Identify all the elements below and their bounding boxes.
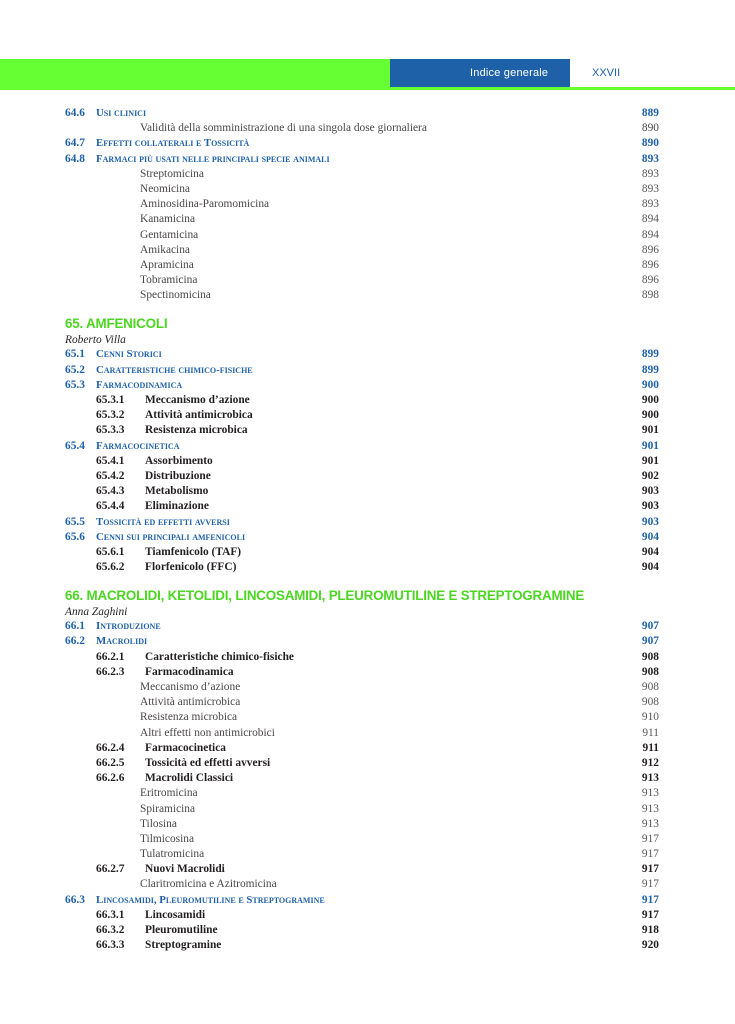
entry-title: Aminosidina-Paromomicina xyxy=(140,198,270,211)
entry-page-number: 893 xyxy=(641,167,659,180)
entry-page-number: 910 xyxy=(641,711,659,724)
entry-page-number: 903 xyxy=(641,515,659,528)
entry-number: 66.2.4 xyxy=(96,741,125,754)
toc-subsection-entry[interactable] xyxy=(65,650,659,665)
entry-page-number: 904 xyxy=(641,545,659,558)
toc-item-entry[interactable] xyxy=(65,212,659,227)
entry-page-number: 902 xyxy=(641,469,659,482)
entry-page-number: 894 xyxy=(641,213,659,226)
toc-item-entry[interactable] xyxy=(65,802,659,817)
chapter-title: 66. MACROLIDI, KETOLIDI, LINCOSAMIDI, PLEUROMUTILINE E STREPTOGRAMINE xyxy=(65,588,585,604)
entry-page-number: 911 xyxy=(642,741,659,754)
toc-subsection-entry[interactable] xyxy=(65,665,659,680)
entry-number: 66.2.7 xyxy=(96,863,125,876)
entry-title: Farmacodinamica xyxy=(145,665,234,678)
entry-number: 65.6.2 xyxy=(96,561,125,574)
entry-title: Amikacina xyxy=(140,243,190,256)
entry-number: 65.3.1 xyxy=(96,394,125,406)
entry-title: Usi clinici xyxy=(96,107,147,119)
toc-item-entry[interactable] xyxy=(65,786,659,801)
entry-page-number: 908 xyxy=(641,665,659,678)
toc-item-entry[interactable] xyxy=(65,847,659,862)
table-of-contents xyxy=(65,106,659,953)
entry-number: 64.8 xyxy=(65,152,85,165)
entry-title: Caratteristiche chimico-fisiche xyxy=(145,650,294,663)
entry-title: Tilosina xyxy=(140,817,177,830)
toc-item-entry[interactable] xyxy=(65,288,659,303)
entry-number: 65.4.4 xyxy=(96,500,125,513)
entry-title: Tilmicosina xyxy=(140,832,195,845)
entry-title: Kanamicina xyxy=(140,213,196,226)
toc-item-entry[interactable] xyxy=(65,710,659,725)
toc-subsection-entry[interactable] xyxy=(65,771,659,786)
header-title: Indice generale xyxy=(470,67,549,79)
entry-page-number: 899 xyxy=(641,363,659,376)
toc-item-entry[interactable] xyxy=(65,817,659,832)
entry-title: Metabolismo xyxy=(145,485,209,498)
entry-number: 66.2.3 xyxy=(96,665,125,678)
entry-page-number: 917 xyxy=(641,863,659,876)
entry-number: 65.4.1 xyxy=(96,454,125,467)
entry-number: 65.6 xyxy=(65,530,85,543)
entry-page-number: 917 xyxy=(641,908,659,921)
entry-page-number: 893 xyxy=(641,152,659,165)
entry-page-number: 917 xyxy=(641,832,659,845)
toc-subsection-entry[interactable] xyxy=(65,908,659,923)
entry-number: 66.3.2 xyxy=(96,924,125,936)
entry-title: Farmacocinetica xyxy=(145,741,226,754)
entry-page-number: 904 xyxy=(641,561,659,574)
toc-section-entry[interactable] xyxy=(65,439,659,454)
toc-subsection-entry[interactable] xyxy=(65,741,659,756)
entry-title: Lincosamidi xyxy=(145,908,206,921)
entry-title: Distribuzione xyxy=(145,469,211,482)
entry-number: 65.5 xyxy=(65,515,85,528)
entry-number: 64.6 xyxy=(65,107,85,119)
entry-title: Pleuromutiline xyxy=(145,924,218,936)
entry-number: 64.7 xyxy=(65,137,85,150)
toc-section-entry[interactable] xyxy=(65,530,659,545)
entry-page-number: 889 xyxy=(641,107,659,119)
running-header xyxy=(0,59,735,87)
toc-section-entry[interactable] xyxy=(65,378,659,393)
toc-item-entry[interactable] xyxy=(65,258,659,273)
entry-number: 66.2.5 xyxy=(96,756,125,769)
entry-page-number: 898 xyxy=(641,289,659,302)
entry-title: Spectinomicina xyxy=(140,289,211,302)
entry-number: 65.1 xyxy=(65,348,85,361)
entry-number: 65.6.1 xyxy=(96,545,125,558)
entry-number: 66.2 xyxy=(65,635,85,648)
entry-title: Farmacocinetica xyxy=(96,439,180,452)
chapter-title: 65. AMFENICOLI xyxy=(65,316,168,332)
toc-subsection-entry[interactable] xyxy=(65,862,659,877)
entry-page-number: 896 xyxy=(641,274,659,287)
entry-number: 66.3.3 xyxy=(96,939,125,952)
toc-subsection-entry[interactable] xyxy=(65,938,659,953)
toc-section-entry[interactable] xyxy=(65,152,659,167)
toc-item-entry[interactable] xyxy=(65,726,659,741)
header-page-number: XXVII xyxy=(592,67,621,79)
toc-item-entry[interactable] xyxy=(65,273,659,288)
entry-title: Cenni Storici xyxy=(96,348,162,361)
entry-title: Attività antimicrobica xyxy=(145,409,253,422)
toc-subsection-entry[interactable] xyxy=(65,484,659,499)
toc-subsection-entry[interactable] xyxy=(65,560,659,575)
entry-title: Resistenza microbica xyxy=(145,424,248,437)
toc-subsection-entry[interactable] xyxy=(65,923,659,938)
entry-title: Streptomicina xyxy=(140,167,204,180)
toc-subsection-entry[interactable] xyxy=(65,408,659,423)
entry-title: Eritromicina xyxy=(140,787,198,800)
toc-section-entry[interactable] xyxy=(65,136,659,151)
entry-page-number: 911 xyxy=(642,726,659,739)
entry-title: Tulatromicina xyxy=(140,848,205,861)
entry-title: Assorbimento xyxy=(145,454,213,467)
entry-page-number: 908 xyxy=(641,681,659,693)
entry-page-number: 903 xyxy=(641,485,659,498)
entry-page-number: 907 xyxy=(641,620,659,633)
toc-section-entry[interactable] xyxy=(65,515,659,530)
entry-number: 65.3 xyxy=(65,378,85,391)
entry-title: Tossicità ed effetti avversi xyxy=(145,756,271,769)
entry-title: Eliminazione xyxy=(145,500,209,513)
entry-page-number: 900 xyxy=(641,409,659,422)
entry-title: Introduzione xyxy=(96,620,161,633)
entry-page-number: 908 xyxy=(641,696,659,709)
entry-page-number: 913 xyxy=(641,817,659,830)
entry-number: 65.4.3 xyxy=(96,485,125,498)
entry-page-number: 907 xyxy=(641,635,659,648)
entry-number: 65.4.2 xyxy=(96,469,125,482)
entry-title: Resistenza microbica xyxy=(140,711,238,724)
entry-title: Farmacodinamica xyxy=(96,378,183,391)
toc-item-entry[interactable] xyxy=(65,182,659,197)
entry-page-number: 901 xyxy=(641,454,659,467)
entry-title: Meccanismo d’azione xyxy=(140,681,241,693)
entry-page-number: 901 xyxy=(641,439,659,452)
entry-title: Caratteristiche chimico-fisiche xyxy=(96,363,253,376)
entry-page-number: 890 xyxy=(641,137,659,150)
entry-title: Streptogramine xyxy=(145,939,222,952)
entry-number: 65.3.3 xyxy=(96,424,125,437)
entry-title: Lincosamidi, Pleuromutiline e Streptogramine xyxy=(96,893,325,906)
entry-title: Meccanismo d’azione xyxy=(145,394,250,406)
toc-item-entry[interactable] xyxy=(65,877,659,892)
entry-page-number: 918 xyxy=(641,924,659,936)
entry-page-number: 913 xyxy=(641,787,659,800)
entry-title: Nuovi Macrolidi xyxy=(145,863,225,876)
entry-title: Attività antimicrobica xyxy=(140,696,241,709)
entry-page-number: 896 xyxy=(641,258,659,271)
entry-page-number: 917 xyxy=(641,893,659,906)
entry-title: Altri effetti non antimicrobici xyxy=(140,726,275,739)
toc-subsection-entry[interactable] xyxy=(65,423,659,438)
header-rule xyxy=(0,87,735,90)
entry-number: 66.3.1 xyxy=(96,908,125,921)
toc-subsection-entry[interactable] xyxy=(65,756,659,771)
toc-section-entry[interactable] xyxy=(65,619,659,634)
chapter-author: Anna Zaghini xyxy=(65,606,128,619)
entry-page-number: 904 xyxy=(641,530,659,543)
toc-subsection-entry[interactable] xyxy=(65,454,659,469)
toc-subsection-entry[interactable] xyxy=(65,545,659,560)
chapter-author: Roberto Villa xyxy=(65,334,126,347)
entry-title: Neomicina xyxy=(140,182,190,195)
entry-title: Effetti collaterali e Tossicità xyxy=(96,137,250,150)
toc-section-entry[interactable] xyxy=(65,347,659,362)
toc-item-entry[interactable] xyxy=(65,680,659,695)
entry-title: Macrolidi Classici xyxy=(145,772,234,785)
toc-section-entry[interactable] xyxy=(65,893,659,908)
toc-item-entry[interactable] xyxy=(65,167,659,182)
entry-number: 66.1 xyxy=(65,620,85,633)
entry-number: 66.2.6 xyxy=(96,772,125,785)
entry-page-number: 917 xyxy=(641,878,659,891)
entry-number: 65.4 xyxy=(65,439,85,452)
toc-item-entry[interactable] xyxy=(65,228,659,243)
entry-title: Macrolidi xyxy=(96,635,148,648)
entry-title: Tobramicina xyxy=(140,274,198,287)
entry-page-number: 913 xyxy=(641,802,659,815)
entry-page-number: 903 xyxy=(641,500,659,513)
entry-title: Spiramicina xyxy=(140,802,196,815)
entry-page-number: 913 xyxy=(641,772,659,785)
entry-number: 66.2.1 xyxy=(96,650,125,663)
entry-page-number: 893 xyxy=(641,198,659,211)
toc-section-entry[interactable] xyxy=(65,634,659,649)
entry-title: Apramicina xyxy=(140,258,194,271)
entry-title: Florfenicolo (FFC) xyxy=(145,561,237,574)
toc-item-entry[interactable] xyxy=(65,197,659,212)
toc-item-entry[interactable] xyxy=(65,832,659,847)
toc-subsection-entry[interactable] xyxy=(65,469,659,484)
toc-subsection-entry[interactable] xyxy=(65,499,659,514)
toc-subsection-entry[interactable] xyxy=(65,393,659,408)
toc-section-entry[interactable] xyxy=(65,106,659,121)
entry-title: Gentamicina xyxy=(140,228,199,241)
entry-page-number: 900 xyxy=(641,394,659,406)
entry-page-number: 920 xyxy=(641,939,659,952)
entry-page-number: 894 xyxy=(641,228,659,241)
entry-number: 65.2 xyxy=(65,363,85,376)
entry-number: 66.3 xyxy=(65,893,85,906)
entry-title: Claritromicina e Azitromicina xyxy=(140,878,277,891)
toc-section-entry[interactable] xyxy=(65,363,659,378)
toc-item-entry[interactable] xyxy=(65,243,659,258)
entry-title: Tossicità ed effetti avversi xyxy=(96,515,230,528)
entry-page-number: 896 xyxy=(641,243,659,256)
toc-line-entry[interactable] xyxy=(65,121,659,136)
entry-page-number: 890 xyxy=(641,122,659,135)
entry-page-number: 893 xyxy=(641,182,659,195)
entry-title: Tiamfenicolo (TAF) xyxy=(145,545,242,558)
entry-page-number: 917 xyxy=(641,848,659,861)
entry-number: 65.3.2 xyxy=(96,409,125,422)
entry-title: Cenni sui principali amfenicoli xyxy=(96,530,246,543)
entry-page-number: 901 xyxy=(641,424,659,437)
entry-page-number: 900 xyxy=(641,378,659,391)
header-green-band xyxy=(0,59,390,87)
entry-page-number: 899 xyxy=(641,348,659,361)
entry-title: Validità della somministrazione di una singola dose giornaliera xyxy=(140,122,427,135)
entry-page-number: 912 xyxy=(641,756,659,769)
entry-title: Farmaci più usati nelle principali specie animali xyxy=(96,152,330,165)
entry-page-number: 908 xyxy=(641,650,659,663)
toc-item-entry[interactable] xyxy=(65,695,659,710)
